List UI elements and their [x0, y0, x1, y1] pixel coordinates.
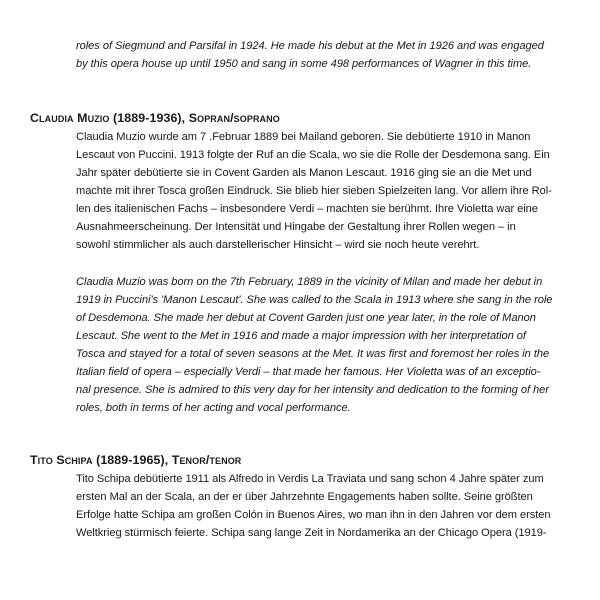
text-line: nal presence. She is admired to this very day for her intensity and dedication to the forming of her: [76, 384, 549, 396]
text-line: Ausnahmeerscheinung. Der Intensität und Hingabe der Gestaltung ihrer Rollen wegen – in: [76, 221, 516, 233]
muzio-heading: [30, 111, 280, 125]
schipa-bio-german: [76, 470, 576, 542]
text-line: Claudia Muzio wurde am 7 .Februar 1889 bei Mailand geboren. Sie debütierte 1910 in Manon: [76, 131, 531, 143]
muzio-bio-german: [76, 128, 576, 254]
text-line: Erfolge hatte Schipa am großen Colón in Buenos Aires, wo man ihn in den Jahren vor dem ersten: [76, 509, 551, 521]
text-line: sowohl stimmlicher als auch darstellerischer Hinsicht – wird sie noch heute verehrt.: [76, 239, 480, 251]
text-line: Weltkrieg stürmisch feierte. Schipa sang lange Zeit in Nordamerika an der Chicago Opera (1919-: [76, 527, 547, 539]
text-line: Tito Schipa debütierte 1911 als Alfredo in Verdis La Traviata und sang schon 4 Jahre später zum: [76, 473, 544, 485]
text-line: Tosca and stayed for a total of seven seasons at the Met. It was first and foremost her roles in the: [76, 348, 550, 360]
text-line: of Desdemona. She made her debut at Covent Garden just one year later, in the role of Manon: [76, 312, 536, 324]
text-line: Lescaut von Puccini. 1913 folgte der Ruf an die Scala, wo sie die Rolle der Desdemona sang. Ein: [76, 149, 550, 161]
text-line: roles, both in terms of her acting and vocal performance.: [76, 402, 351, 414]
heading-text: Tito Schipa (1889-1965), Tenor/tenor: [30, 453, 242, 467]
previous-bio-english-tail: [76, 37, 576, 73]
text-line: roles of Siegmund and Parsifal in 1924. He made his debut at the Met in 1926 and was engaged: [76, 40, 544, 52]
text-line: Claudia Muzio was born on the 7th February, 1889 in the vicinity of Milan and made her debut in: [76, 276, 543, 288]
schipa-heading: [30, 453, 241, 467]
text-line: ersten Mal an der Scala, an der er über Jahrzehnte Engagements haben sollte. Seine größten: [76, 491, 533, 503]
text-line: Jahr später debütierte sie in Covent Garden als Manon Lescaut. 1916 ging sie an die Met und: [76, 167, 532, 179]
text-line: Lescaut. She went to the Met in 1916 and made a major impression with her interpretation of: [76, 330, 526, 342]
text-line: machte mit ihrer Tosca großen Eindruck. Sie blieb hier sieben Spielzeiten lang. Vor allem ihre Rol-: [76, 185, 552, 197]
text-line: Italian field of opera – especially Verdi – that made her famous. Her Violetta was of an exceptio-: [76, 366, 541, 378]
text-line: by this opera house up until 1950 and sang in some 498 performances of Wagner in this time.: [76, 58, 532, 70]
text-line: len des italienischen Fachs – insbesondere Verdi – machten sie berühmt. Ihre Violetta war eine: [76, 203, 538, 215]
text-line: 1919 in Puccini's 'Manon Lescaut'. She was called to the Scala in 1913 where she sang in the role: [76, 294, 553, 306]
heading-text: Claudia Muzio (1889-1936), Sopran/soprano: [30, 111, 280, 125]
muzio-bio-english: [76, 273, 576, 417]
